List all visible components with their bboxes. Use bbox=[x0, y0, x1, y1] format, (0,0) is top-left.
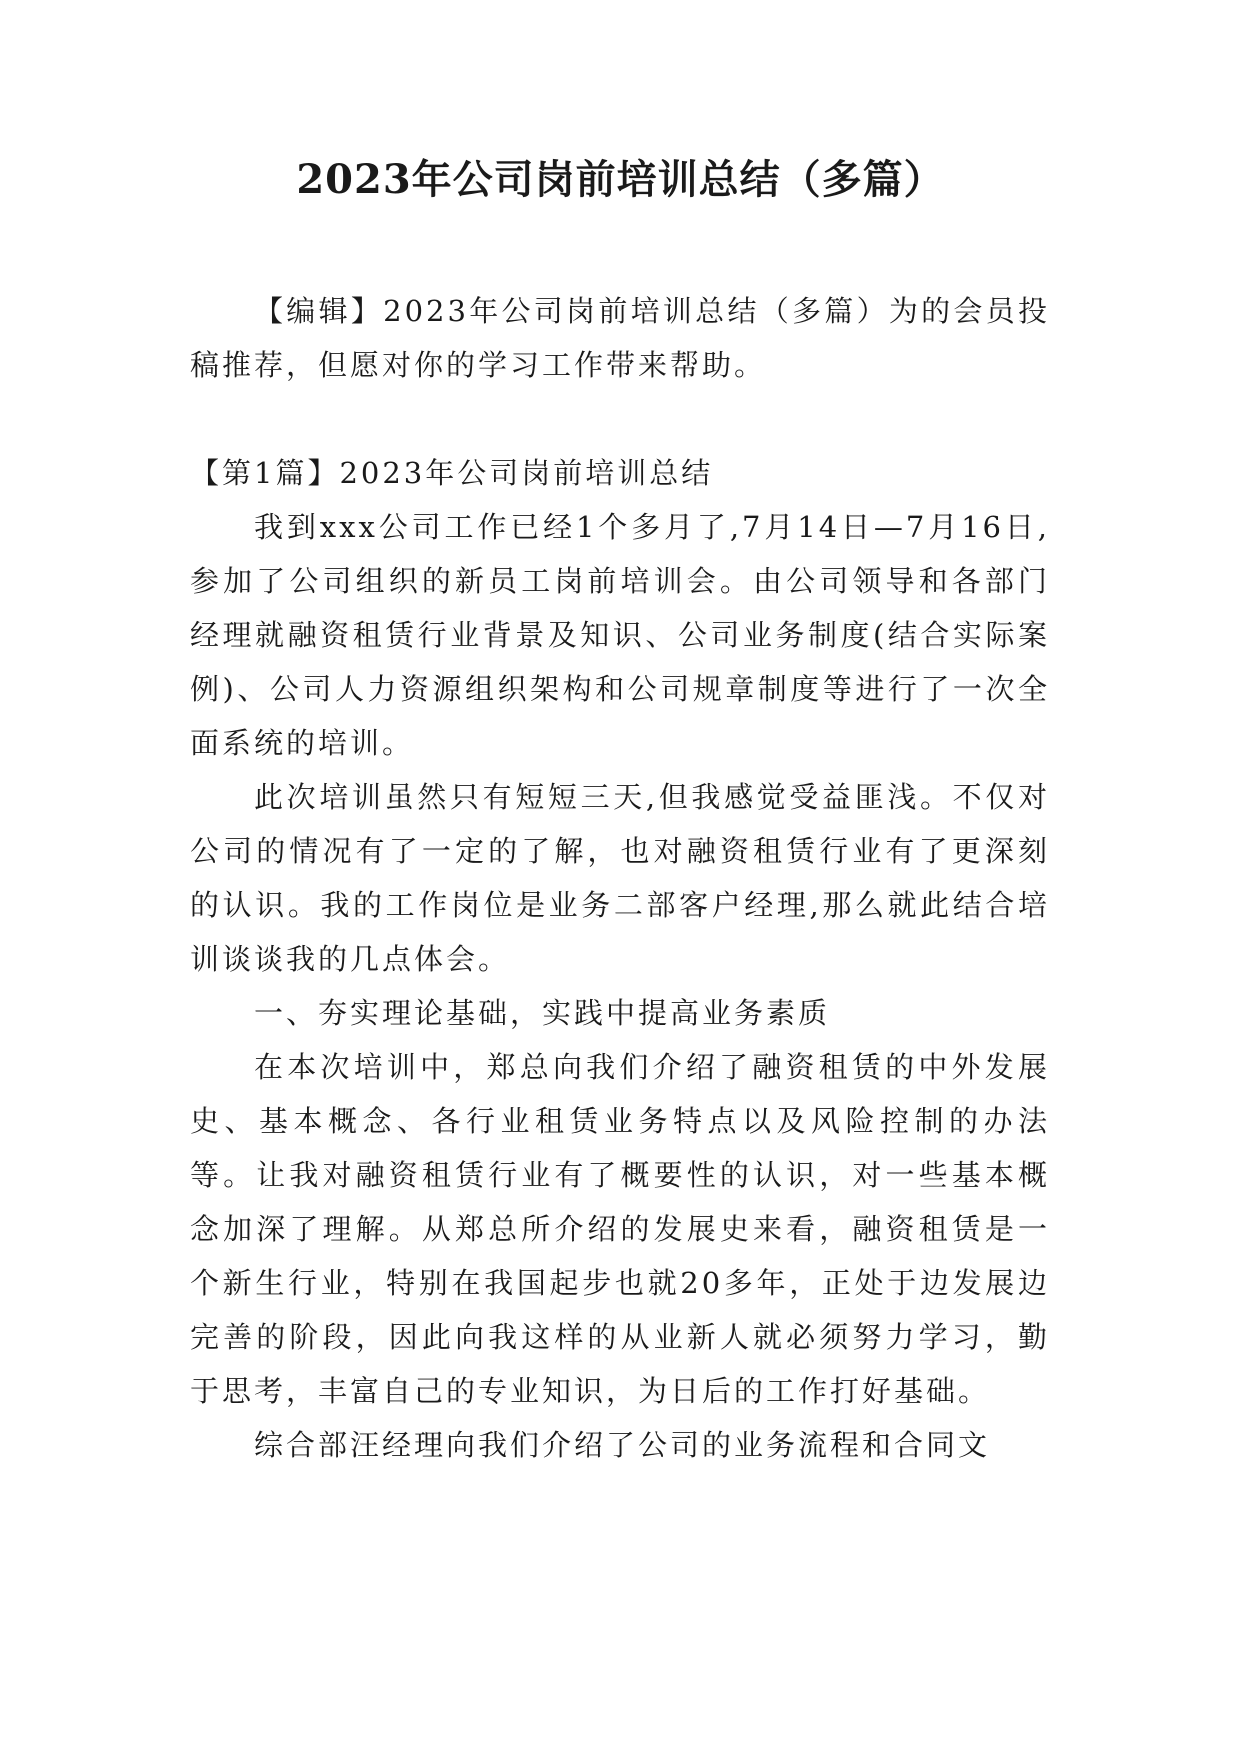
body-paragraph-3: 在本次培训中，郑总向我们介绍了融资租赁的中外发展史、基本概念、各行业租赁业务特点以及风险控制的办法等。让我对融资租赁行业有了概要性的认识，对一些基本概念加深了理解。从郑总所介绍的发展史来看，融资租赁是一个新生行业，特别在我国起步也就20多年，正处于边发展边完善的阶段，因此向我这样的从业新人就必须努力学习，勤于思考，丰富自己的专业知识，为日后的工作打好基础。 bbox=[190, 1050, 1050, 1408]
document-body bbox=[190, 284, 1050, 1472]
subheading-1: 一、夯实理论基础，实践中提高业务素质 bbox=[254, 996, 831, 1030]
body-paragraph-2: 此次培训虽然只有短短三天,但我感觉受益匪浅。不仅对公司的情况有了一定的了解，也对融资租赁行业有了更深刻的认识。我的工作岗位是业务二部客户经理,那么就此结合培训谈谈我的几点体会。 bbox=[190, 780, 1050, 976]
body-paragraph-1: 我到xxx公司工作已经1个多月了,7月14日—7月16日,参加了公司组织的新员工岗前培训会。由公司领导和各部门经理就融资租赁行业背景及知识、公司业务制度(结合实际案例)、公司人力资源组织架构和公司规章制度等进行了一次全面系统的培训。 bbox=[190, 510, 1050, 760]
body-paragraph-4: 综合部汪经理向我们介绍了公司的业务流程和合同文 bbox=[254, 1428, 991, 1462]
intro-paragraph: 【编辑】2023年公司岗前培训总结（多篇）为的会员投稿推荐，但愿对你的学习工作带来帮助。 bbox=[190, 294, 1050, 382]
section-heading: 【第1篇】2023年公司岗前培训总结 bbox=[190, 456, 714, 490]
document-title: 2023年公司岗前培训总结（多篇） bbox=[296, 156, 945, 203]
